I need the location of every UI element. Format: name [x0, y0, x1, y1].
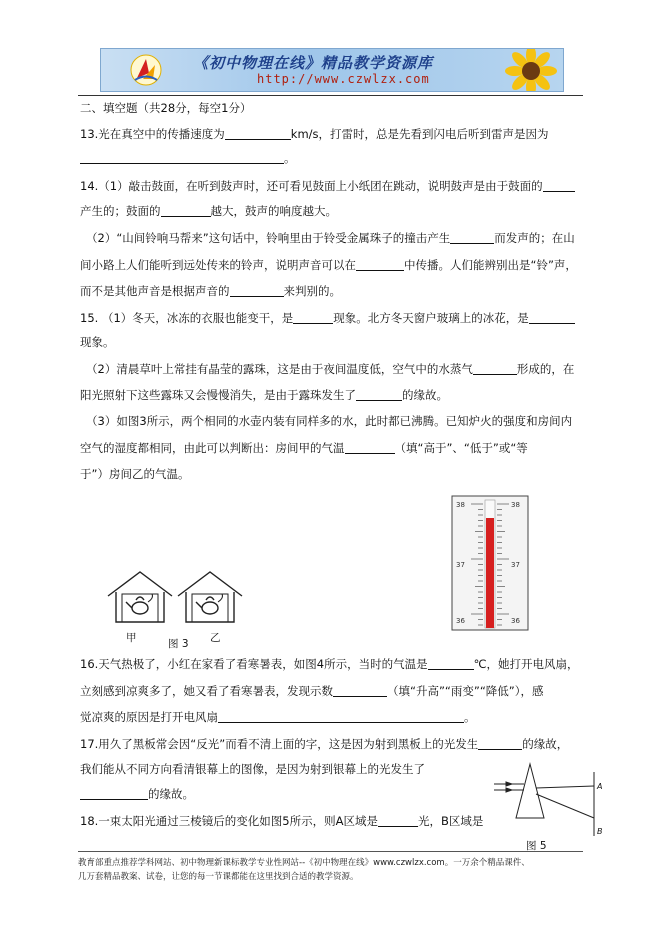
q15-text: 15. （1）冬天，冰冻的衣服也能变干，是 [80, 311, 294, 325]
question-13-line-1 [80, 126, 549, 142]
question-14-line-4 [80, 257, 577, 273]
q16-text: 16.天气热极了，小红在家看了看寒暑表，如图4所示，当时的气温是 [80, 657, 428, 671]
q14-text: 而不是其他声音是根据声音的 [80, 284, 230, 298]
answer-blank[interactable] [378, 814, 418, 827]
question-15-line-5 [86, 413, 572, 429]
footer-rule [78, 851, 583, 852]
answer-blank[interactable] [473, 362, 517, 375]
answer-blank[interactable] [218, 710, 464, 723]
question-17-line-3 [80, 786, 194, 802]
question-14-line-1 [80, 178, 575, 194]
q16-text: ℃，她打开电风扇， [473, 657, 579, 671]
q15-text: 现象。北方冬天窗户玻璃上的冰花，是 [333, 311, 529, 325]
question-18-line-1 [80, 813, 483, 829]
q14-text: 而发声的；在山 [494, 231, 575, 245]
q16-text: 立刻感到凉爽多了，她又看了看寒暑表，发现示数 [80, 684, 333, 698]
question-17-line-2 [80, 761, 425, 777]
header-banner [100, 48, 564, 92]
tick-label: 37 [511, 561, 520, 569]
answer-blank[interactable] [478, 737, 522, 750]
q15-text: （2）清晨草叶上常挂有晶莹的露珠，这是由于夜间温度低，空气中的水蒸气 [86, 362, 473, 376]
q15-text: 空气的湿度都相同，由此可以判断出：房间甲的气温 [80, 441, 345, 455]
house-left [108, 572, 172, 622]
q18-text: 光，B区域是 [417, 814, 484, 828]
fig3-label-left: 甲 [126, 632, 137, 644]
question-14-line-2 [80, 203, 337, 219]
question-16-line-3 [80, 709, 476, 725]
q15-text: 的缘故。 [402, 388, 448, 402]
fig3-label-right: 乙 [210, 632, 221, 644]
answer-blank[interactable] [225, 127, 291, 140]
q16-text: 。 [464, 710, 476, 724]
sunflower-icon [497, 48, 559, 92]
question-15-line-7 [80, 466, 189, 482]
answer-blank[interactable] [230, 284, 284, 297]
q13-text: km/s，打雷时，总是先看到闪电后听到雷声是因为 [290, 127, 549, 141]
answer-blank[interactable] [80, 151, 284, 164]
fig5-label-a: A [597, 782, 603, 791]
answer-blank[interactable] [333, 684, 387, 697]
q14-text: 越大，鼓声的响度越大。 [210, 204, 337, 218]
question-15-line-2 [80, 334, 115, 350]
question-17-line-1 [80, 736, 568, 752]
answer-blank[interactable] [293, 311, 333, 324]
banner-title: 《初中物理在线》精品教学资源库 [193, 54, 434, 72]
q14-text: 14.（1）敲击鼓面，在听到鼓声时，还可看见鼓面上小纸团在跳动，说明鼓声是由于鼓面的 [80, 179, 543, 193]
q15-text: （3）如图3所示，两个相同的水壶内装有同样多的水，此时都已沸腾。已知炉火的强度和房间内 [86, 414, 573, 428]
q17-text: 我们能从不同方向看清银幕上的图像，是因为射到银幕上的光发生了 [80, 762, 425, 776]
answer-blank[interactable] [356, 258, 404, 271]
figure-5-prism [486, 756, 606, 842]
answer-blank[interactable] [543, 179, 575, 192]
tick-label: 36 [511, 617, 520, 625]
question-15-line-3 [86, 361, 574, 377]
banner-url[interactable]: http://www.czwlzx.com [257, 72, 430, 86]
question-13-line-2 [80, 150, 296, 166]
question-14-line-3 [86, 230, 575, 246]
section-title: 二、填空题（共28分，每空1分） [80, 101, 252, 115]
q18-text: 18.一束太阳光通过三棱镜后的变化如图5所示，则A区域是 [80, 814, 378, 828]
answer-blank[interactable] [529, 311, 575, 324]
figure-4-thermometer [450, 494, 530, 632]
answer-blank[interactable] [161, 204, 211, 217]
tick-label: 38 [511, 501, 520, 509]
tick-label: 36 [456, 617, 465, 625]
q14-text: 来判别的。 [283, 284, 341, 298]
q17-text: 17.用久了黑板常会因“反光”而看不清上面的字，这是因为射到黑板上的光发生 [80, 737, 479, 751]
house-right [178, 572, 242, 622]
q14-text: 中传播。人们能辨别出是“铃”声， [404, 258, 577, 272]
q16-text: （填“升高”“雨变”“降低”），感 [387, 684, 544, 698]
q16-text: 觉凉爽的原因是打开电风扇 [80, 710, 218, 724]
tick-label: 38 [456, 501, 465, 509]
q13-text: 。 [284, 151, 296, 165]
q15-text: 现象。 [80, 335, 115, 349]
answer-blank[interactable] [428, 657, 474, 670]
fig3-caption: 图 3 [168, 638, 189, 650]
q14-text: 间小路上人们能听到远处传来的铃声，说明声音可以在 [80, 258, 356, 272]
footer-line-2: 几万套精品教案、试卷，让您的每一节课都能在这里找到合适的教学资源。 [78, 872, 359, 882]
fig5-label-b: B [597, 827, 603, 836]
question-15-line-4 [80, 387, 448, 403]
answer-blank[interactable] [345, 441, 395, 454]
q13-text: 13.光在真空中的传播速度为 [80, 127, 225, 141]
question-15-line-6 [80, 440, 528, 456]
q15-text: 于”）房间乙的气温。 [80, 467, 190, 481]
fig5-caption: 图 5 [526, 840, 547, 852]
q14-text: （2）“山间铃响马帮来”这句话中，铃响里由于铃受金属珠子的撞击产生 [86, 231, 451, 245]
q15-text: 阳光照射下这些露珠又会慢慢消失，是由于露珠发生了 [80, 388, 356, 402]
question-16-line-1 [80, 656, 579, 672]
q17-text: 的缘故， [522, 737, 569, 751]
tick-label: 37 [456, 561, 465, 569]
thermometer-liquid [486, 518, 494, 628]
question-15-line-1 [80, 310, 575, 326]
footer-line-1: 教育部重点推荐学科网站、初中物理新课标教学专业性网站--《初中物理在线》www.czwlzx.com。一万余个精品课件、 [78, 858, 530, 868]
site-logo-icon [129, 53, 163, 87]
answer-blank[interactable] [80, 787, 148, 800]
answer-blank[interactable] [356, 388, 402, 401]
question-16-line-2 [80, 683, 544, 699]
header-rule [78, 95, 583, 96]
q15-text: （填“高于”、“低于”或“等 [394, 441, 528, 455]
q15-text: 形成的，在 [516, 362, 575, 376]
q17-text: 的缘故。 [148, 787, 194, 801]
answer-blank[interactable] [450, 231, 494, 244]
question-14-line-5 [80, 283, 341, 299]
q14-text: 产生的；鼓面的 [80, 204, 161, 218]
